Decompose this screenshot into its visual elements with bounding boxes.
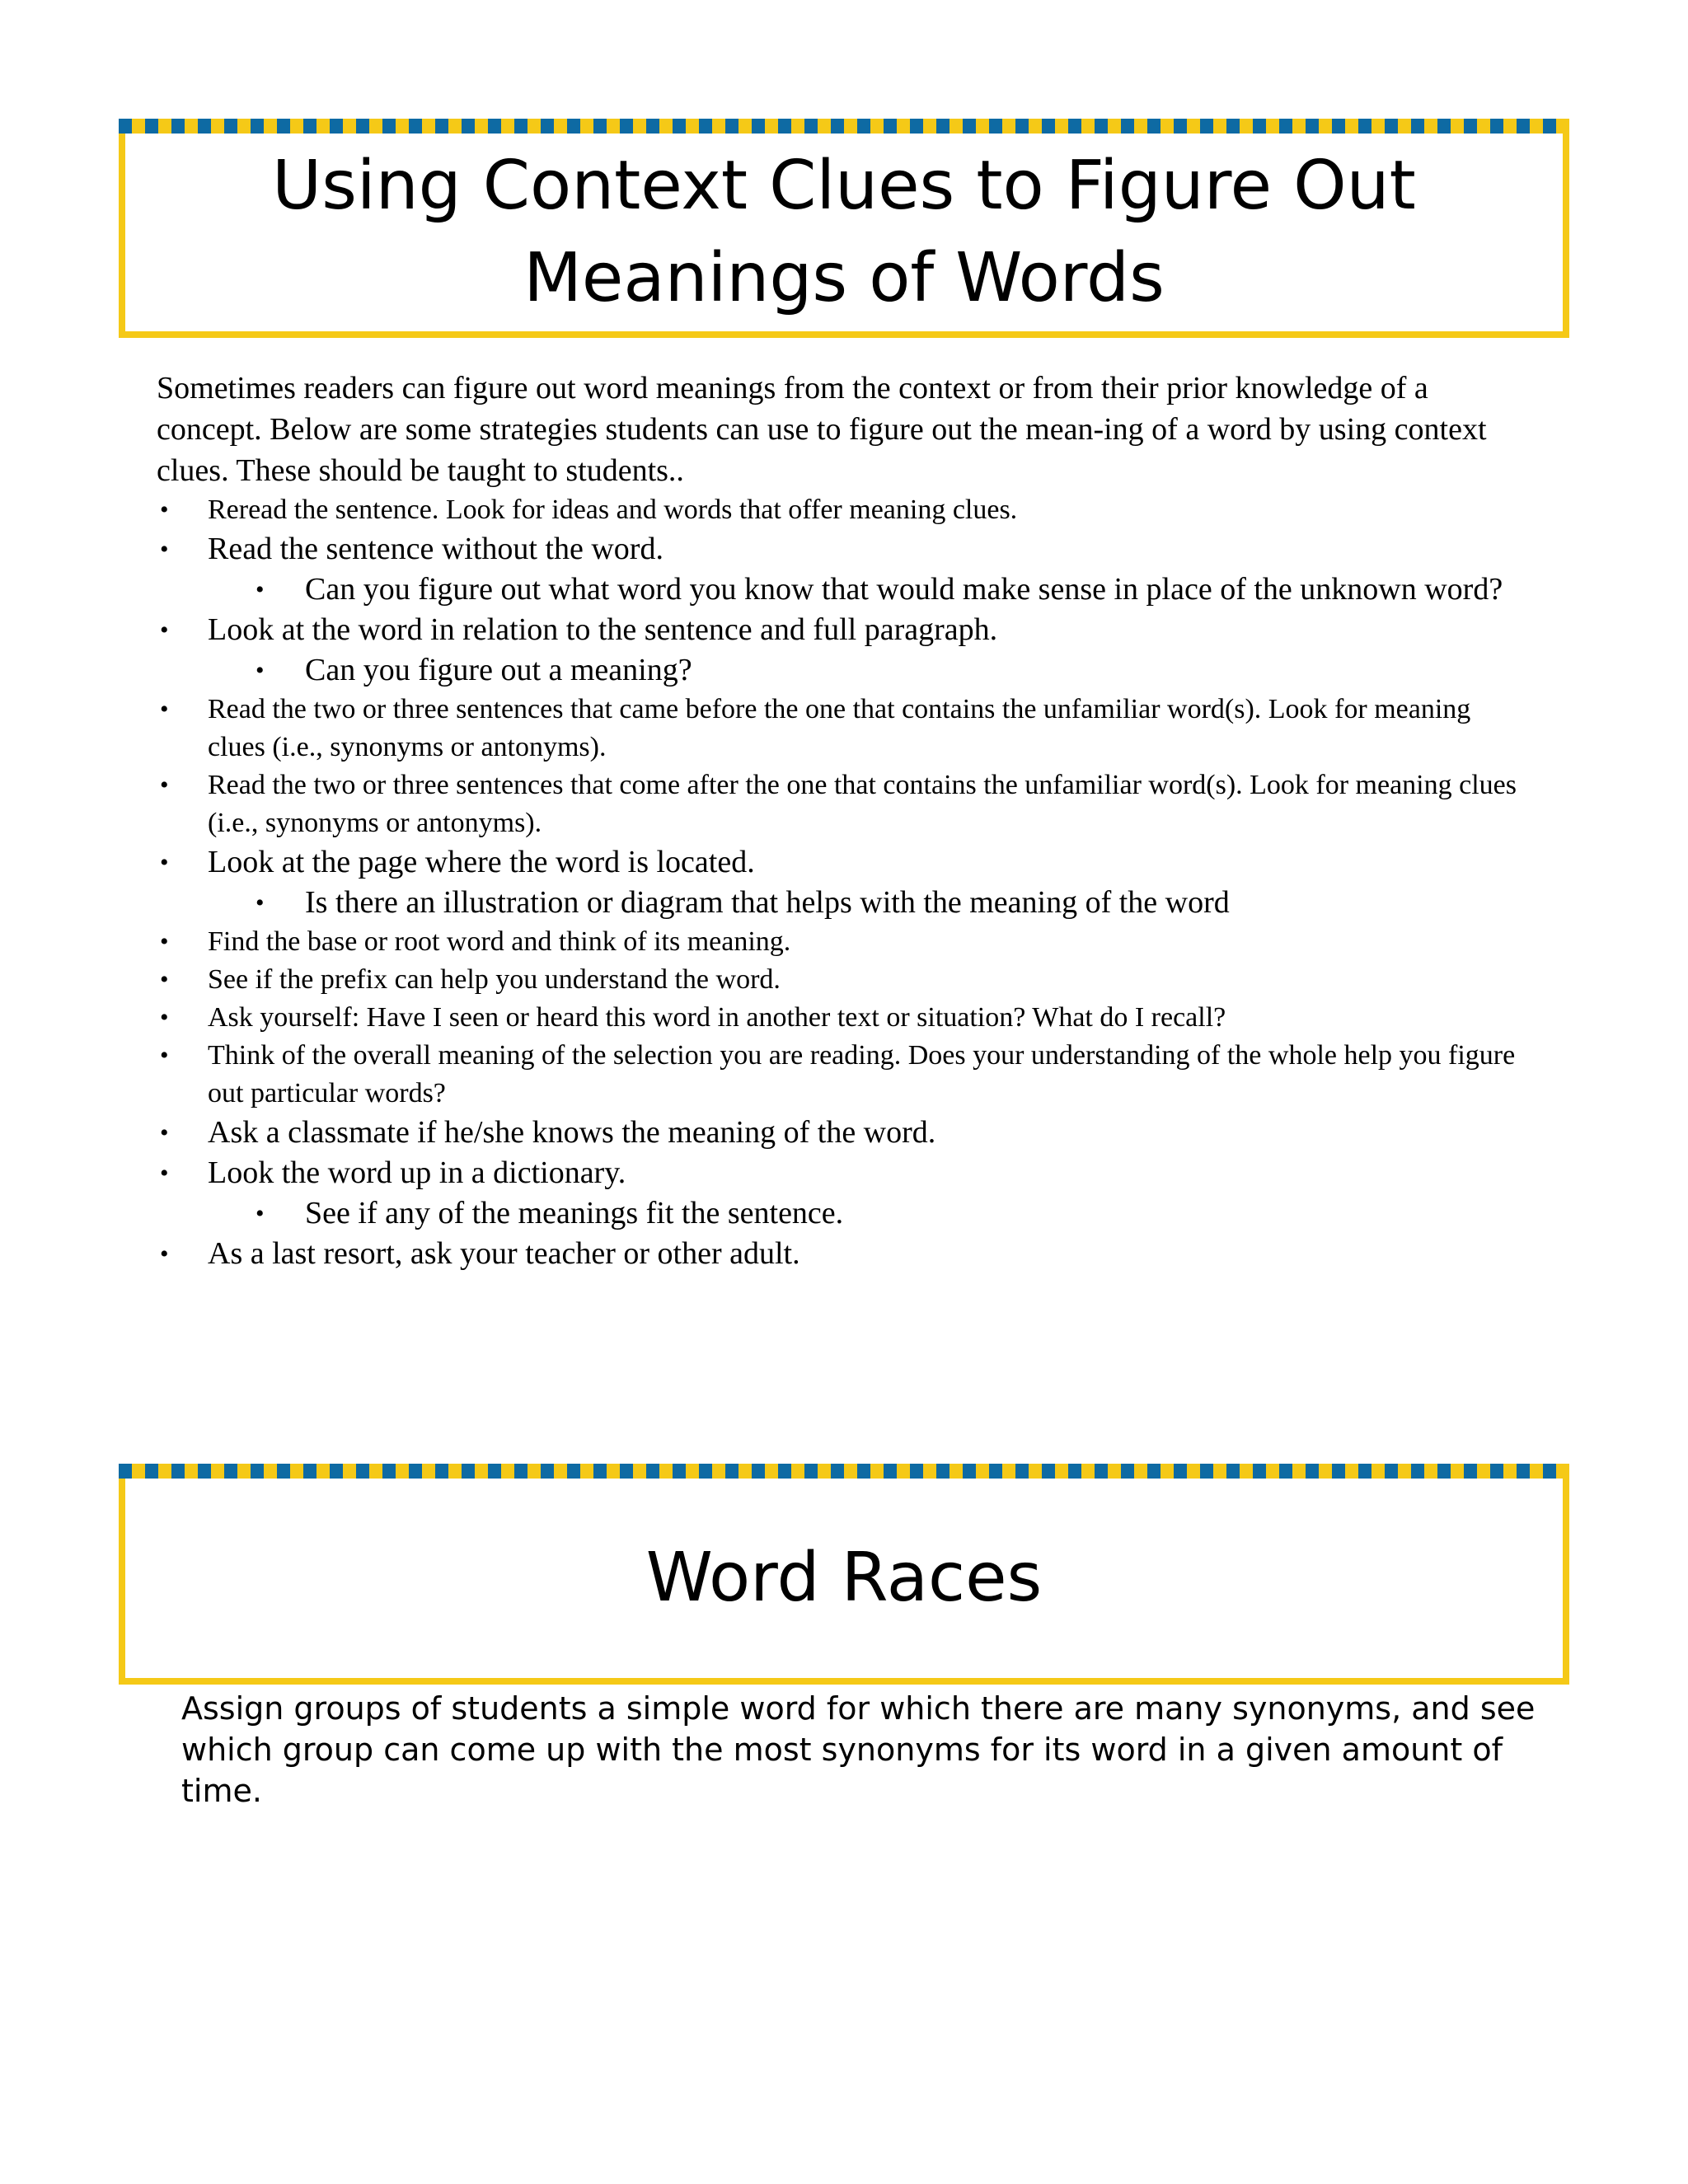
word-races-banner (119, 1464, 1569, 1685)
list-item: • Ask yourself: Have I seen or heard this word in another text or situation? What do I recall? (157, 999, 1525, 1037)
striped-border (119, 119, 1569, 134)
list-item: • Think of the overall meaning of the selection you are reading. Does your understanding of the whole help you figure out particular words? (157, 1037, 1525, 1113)
bullet-icon: • (160, 496, 169, 523)
bullet-icon: • (160, 1042, 169, 1069)
list-item: • Can you figure out a meaning? (157, 650, 1525, 691)
list-item: • Read the sentence without the word. (157, 529, 1525, 569)
bullet-icon: • (160, 696, 169, 723)
list-item: • Read the two or three sentences that came before the one that contains the unfamiliar word(s). Look for meaning clues (i.e., synonyms or antonyms). (157, 691, 1525, 766)
striped-border (119, 1464, 1569, 1479)
bullet-icon: • (256, 889, 265, 916)
bullet-icon: • (256, 576, 265, 603)
list-item: • Can you figure out what word you know that would make sense in place of the unknown word? (157, 569, 1525, 610)
title-frame (119, 1479, 1569, 1685)
bullet-icon: • (160, 1240, 169, 1268)
list-item: • Ask a classmate if he/she knows the meaning of the word. (157, 1113, 1525, 1153)
list-item: • Read the two or three sentences that come after the one that contains the unfamiliar word(s). Look for meaning clues (i.e., synonyms or antonyms). (157, 766, 1525, 842)
bullet-icon: • (160, 1160, 169, 1187)
page-title (272, 140, 1416, 325)
list-item: • Look the word up in a dictionary. (157, 1153, 1525, 1193)
intro-paragraph-block (157, 368, 1525, 491)
list-item: • See if any of the meanings fit the sentence. (157, 1193, 1525, 1234)
list-item: • See if the prefix can help you understand the word. (157, 961, 1525, 999)
bullet-icon: • (160, 928, 169, 955)
strategy-list (157, 491, 1525, 1274)
list-item: • Reread the sentence. Look for ideas and words that offer meaning clues. (157, 491, 1525, 529)
list-item: • As a last resort, ask your teacher or other adult. (157, 1234, 1525, 1274)
list-item: • Find the base or root word and think of its meaning. (157, 923, 1525, 961)
bullet-icon: • (160, 1119, 169, 1146)
context-clues-banner (119, 119, 1569, 338)
word-races-description: Assign groups of students a simple word for which there are many synonyms, and see which group can come up with the most synonyms for its word in a given amount of time. (181, 1690, 1536, 1809)
bullet-icon: • (160, 616, 169, 644)
bullet-icon: • (160, 536, 169, 563)
bullet-icon: • (256, 1200, 265, 1227)
list-item: • Is there an illustration or diagram that helps with the meaning of the word (157, 883, 1525, 923)
title-line-1: Using Context Clues to Figure Out (272, 147, 1416, 225)
bullet-icon: • (160, 849, 169, 876)
bullet-icon: • (160, 771, 169, 799)
list-item: • Look at the page where the word is located. (157, 842, 1525, 883)
bullet-icon: • (160, 966, 169, 993)
intro-paragraph: Sometimes readers can figure out word meanings from the context or from their prior knowledge of a concept. Below are some strategies students can use to figure out the mean-ing of a word by using context clues. These should be taught to students.. (157, 371, 1487, 488)
section-title: Word Races (645, 1539, 1043, 1617)
bullet-icon: • (160, 1004, 169, 1031)
title-frame (119, 134, 1569, 338)
bullet-icon: • (256, 657, 265, 684)
title-line-2: Meanings of Words (523, 239, 1165, 317)
list-item: • Look at the word in relation to the sentence and full paragraph. (157, 610, 1525, 650)
